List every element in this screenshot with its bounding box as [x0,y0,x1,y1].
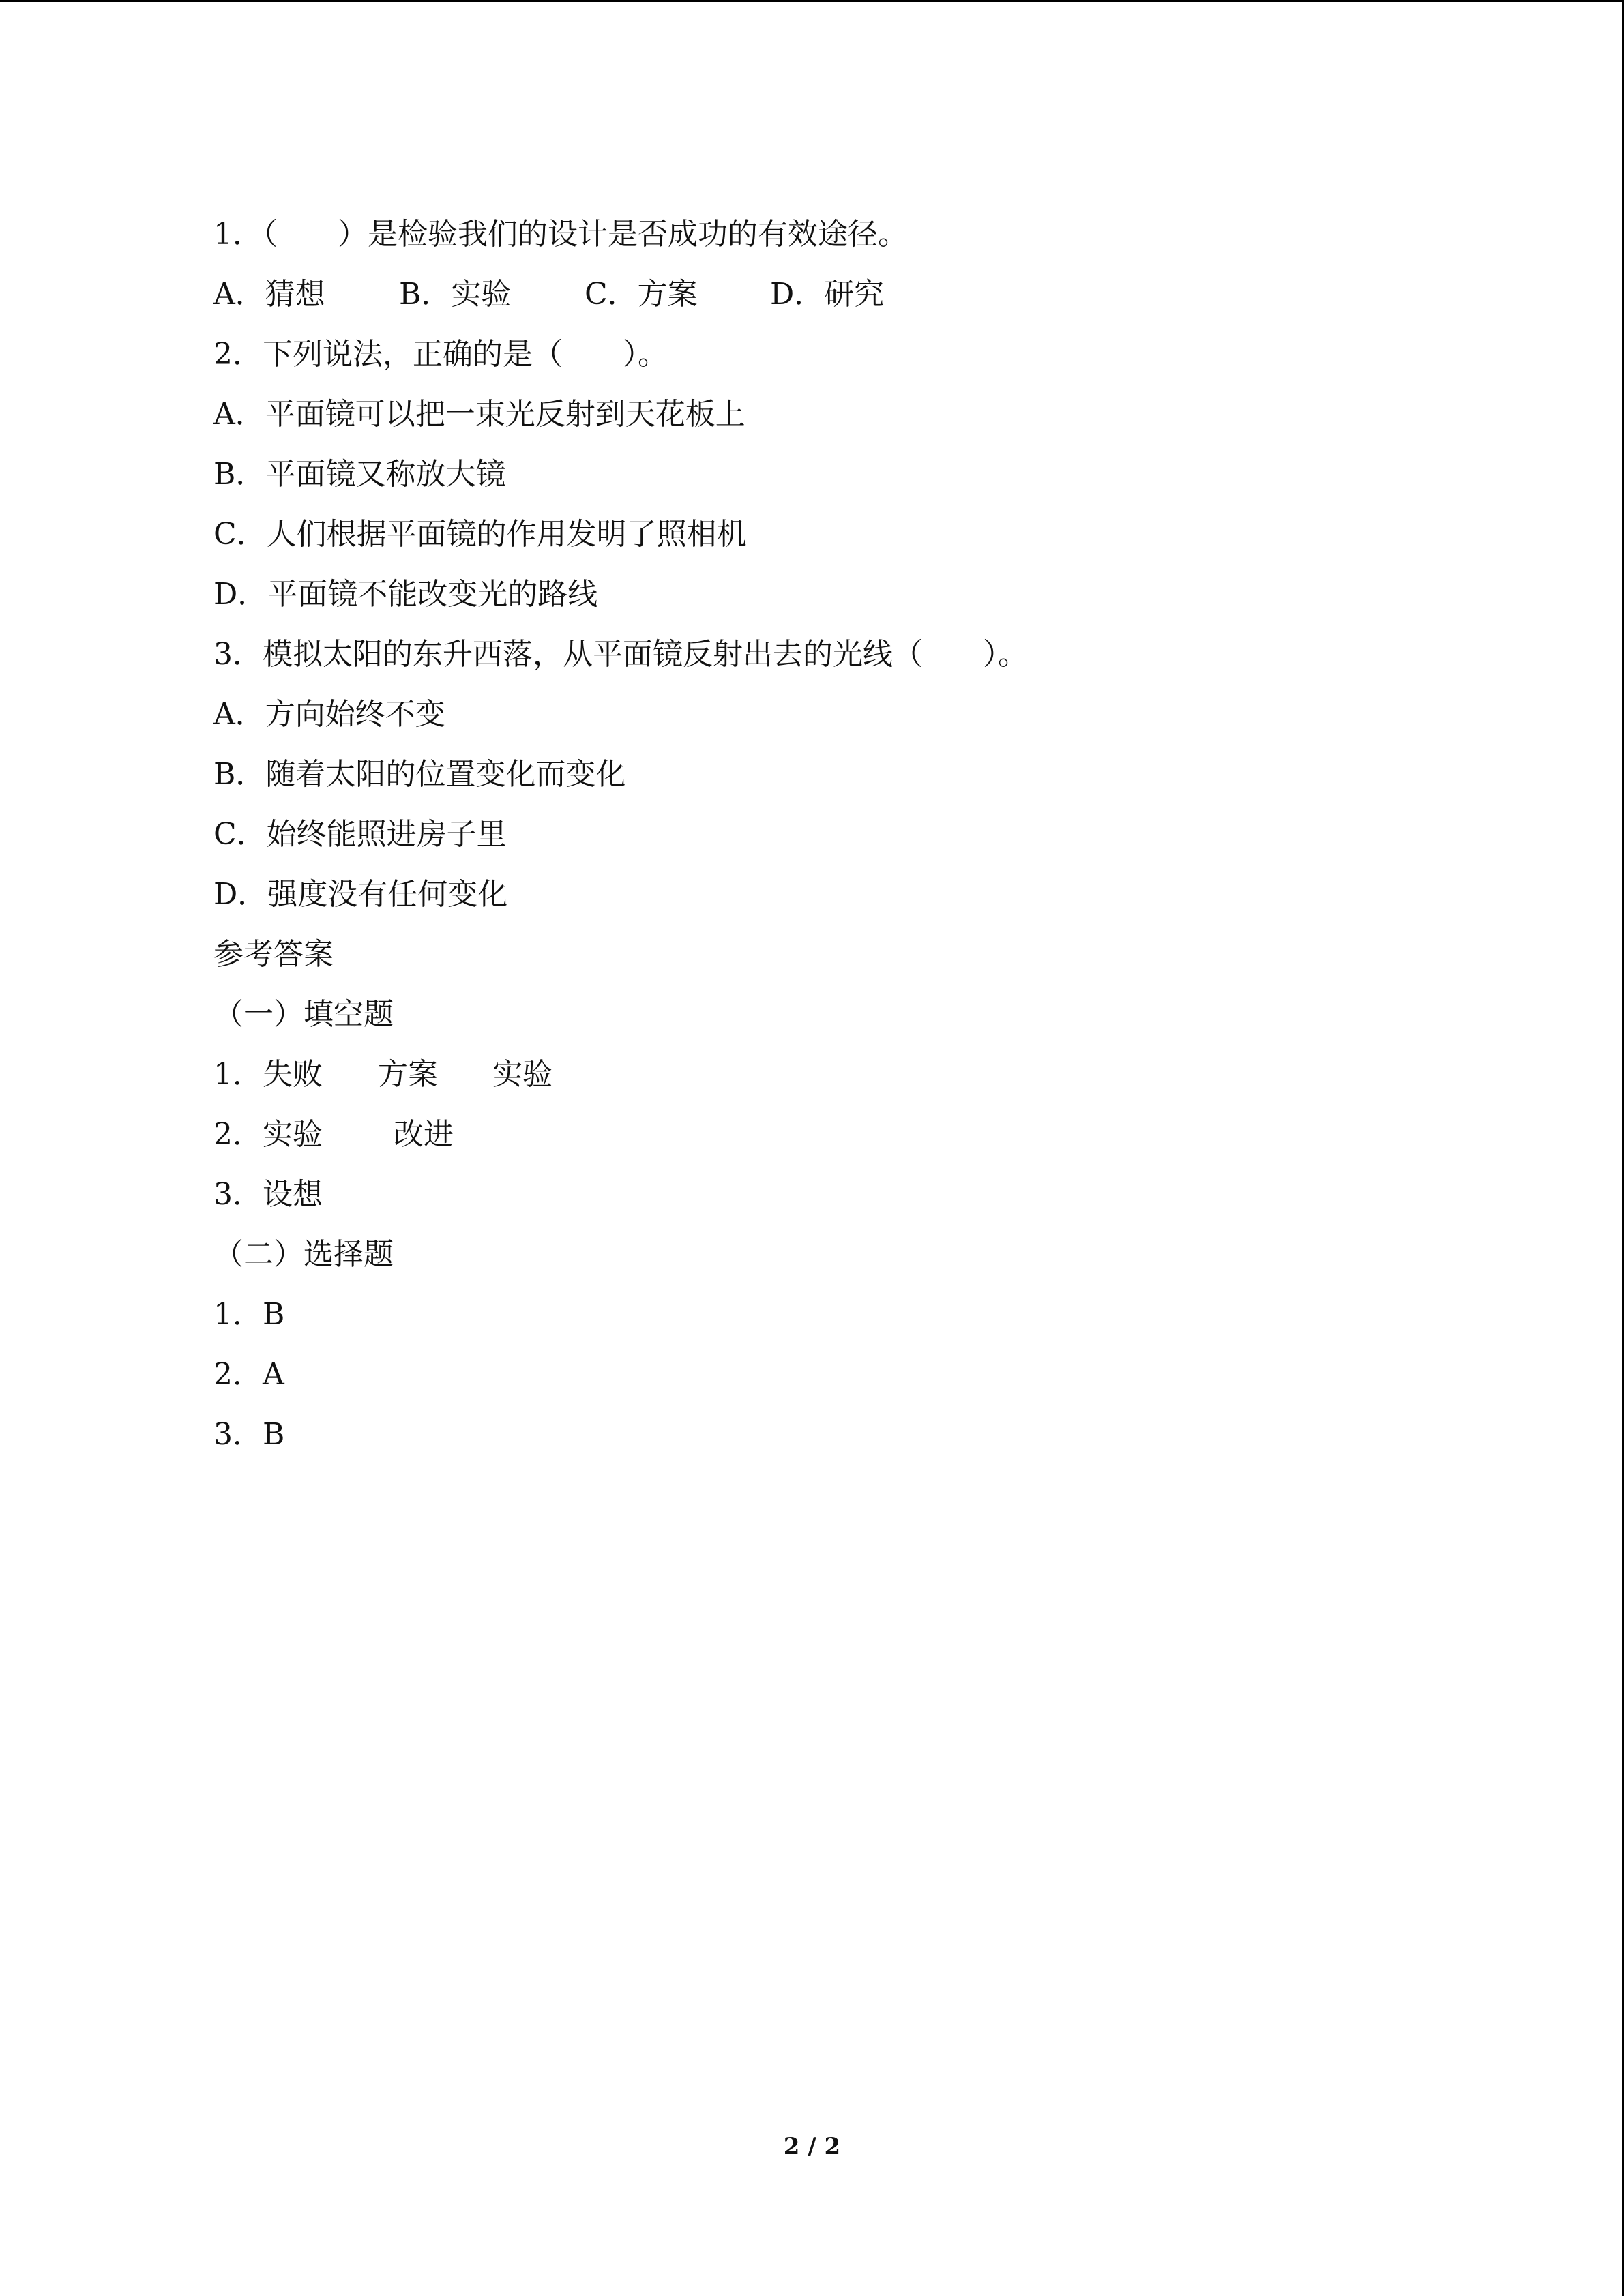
question-3-option-d: D．强度没有任何变化 [213,877,508,912]
question-1-options [213,265,1509,325]
document-body [213,205,1509,1465]
question-3-option-a: A．方向始终不变 [213,697,445,732]
fill-answer-3-number: 3． [213,1177,263,1212]
question-1-option-b: B．实验 [399,277,512,312]
question-3-stem: 3．模拟太阳的东升西落，从平面镜反射出去的光线（ ）。 [213,637,1028,672]
fill-answer-2-part-1: 实验 [263,1117,323,1152]
fill-answer-1-number: 1． [213,1057,263,1092]
fill-answer-2 [213,1105,1509,1165]
question-2-stem: 2．下列说法，正确的是（ ）。 [213,337,668,372]
question-2-option-a: A．平面镜可以把一束光反射到天花板上 [213,397,745,432]
question-2-option-b: B．平面镜又称放大镜 [213,457,506,492]
choice-answer-2: 2．A [213,1357,284,1392]
question-3-option-b: B．随着太阳的位置变化而变化 [213,757,626,792]
question-1-option-c: C．方案 [585,277,698,312]
question-1-option-a: A．猜想 [213,277,325,312]
fill-answer-2-number: 2． [213,1117,263,1152]
fill-answer-3-part-1: 设想 [263,1177,323,1212]
question-2-option-c: C．人们根据平面镜的作用发明了照相机 [213,517,747,552]
question-1-stem: 1．（ ）是检验我们的设计是否成功的有效途径。 [213,217,908,252]
choice-answer-3: 3．B [213,1417,285,1452]
fill-answer-1-part-3: 实验 [492,1057,552,1092]
fill-answer-1-part-1: 失败 [263,1057,323,1092]
fill-section-title: （一）填空题 [213,997,394,1032]
question-1-option-d: D．研究 [770,277,885,312]
choice-section-title: （二）选择题 [213,1237,394,1272]
choice-answer-1: 1．B [213,1297,285,1332]
page-number: 2 / 2 [783,2133,841,2160]
fill-answer-1 [213,1045,1509,1105]
answers-heading: 参考答案 [213,937,334,972]
question-3-option-c: C．始终能照进房子里 [213,817,507,852]
fill-answer-1-part-2: 方案 [378,1057,438,1092]
fill-answer-2-part-2: 改进 [394,1117,454,1152]
question-2-option-d: D．平面镜不能改变光的路线 [213,577,598,612]
fill-answer-3 [213,1165,1509,1225]
